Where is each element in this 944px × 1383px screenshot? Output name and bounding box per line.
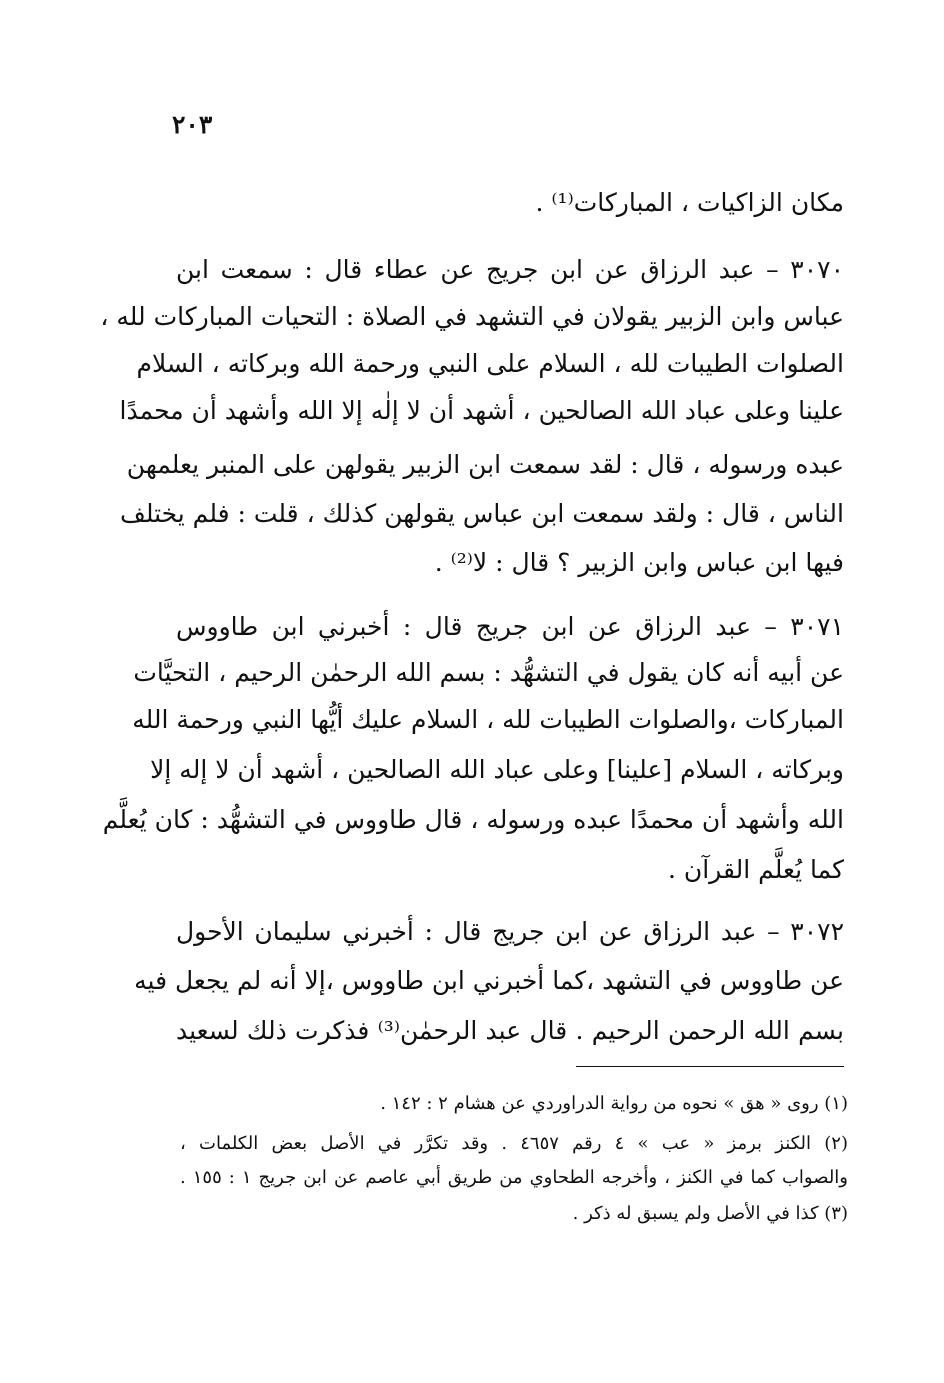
text-line: ٣٠٧٠ – عبد الرزاق عن ابن جريج عن عطاء قال : سمعت ابن bbox=[176, 255, 844, 284]
text-line: كما يُعلَّم القرآن . bbox=[667, 855, 844, 884]
text-line: فيها ابن عباس وابن الزبير ؟ قال : لا⁽²⁾ . bbox=[434, 548, 844, 577]
page-number: ٢٠٣ bbox=[172, 110, 213, 139]
text-line: المباركات ،والصلوات الطيبات لله ، السلام عليك أيُّها النبي ورحمة الله bbox=[132, 705, 844, 734]
text-line: وبركاته ، السلام [علينا] وعلى عباد الله الصالحين ، أشهد أن لا إله إلا bbox=[150, 755, 844, 784]
text-line: عن طاووس في التشهد ،كما أخبرني ابن طاووس ،إلا أنه لم يجعل فيه bbox=[134, 966, 844, 995]
text-line: الناس ، قال : ولقد سمعت ابن عباس يقولهن كذلك ، قلت : فلم يختلف bbox=[119, 499, 844, 528]
text-line: الصلوات الطيبات لله ، السلام على النبي ورحمة الله وبركاته ، السلام bbox=[136, 349, 844, 378]
text-line: الله وأشهد أن محمدًا عبده ورسوله ، قال طاووس في التشهُّد : كان يُعلَّم bbox=[102, 805, 844, 834]
text-line: مكان الزاكيات ، المباركات⁽¹⁾ . bbox=[535, 188, 844, 217]
text-line: عبده ورسوله ، قال : لقد سمعت ابن الزبير يقولهن على المنبر يعلمهن bbox=[126, 450, 844, 479]
text-line: عباس وابن الزبير يقولان في التشهد في الصلاة : التحيات المباركات لله ، bbox=[100, 302, 844, 331]
footnote-line: (١) روى « هق » نحوه من رواية الدراوردي عن هشام ٢ : ١٤٢ . bbox=[380, 1093, 848, 1114]
text-line: علينا وعلى عباد الله الصالحين ، أشهد أن لا إلٰه إلا الله وأشهد أن محمدًا bbox=[119, 396, 844, 425]
footnote-divider bbox=[576, 1066, 844, 1067]
footnote-line: (٢) الكنز برمز « عب » ٤ رقم ٤٦٥٧ . وقد تكرَّر في الأصل بعض الكلمات ، bbox=[180, 1133, 848, 1154]
footnote-line: (٣) كذا في الأصل ولم يسبق له ذكر . bbox=[572, 1203, 848, 1224]
text-line: بسم الله الرحمن الرحيم . قال عبد الرحمٰن⁽³⁾ فذكرت ذلك لسعيد bbox=[176, 1016, 844, 1045]
text-line: عن أبيه أنه كان يقول في التشهُّد : بسم الله الرحمٰن الرحيم ، التحيَّات bbox=[133, 658, 844, 687]
text-line: ٣٠٧٢ – عبد الرزاق عن ابن جريج قال : أخبرني سليمان الأحول bbox=[176, 917, 844, 946]
footnote-line: والصواب كما في الكنز ، وأخرجه الطحاوي من طريق أبي عاصم عن ابن جريج ١ : ١٥٥ . bbox=[180, 1167, 848, 1188]
text-line: ٣٠٧١ – عبد الرزاق عن ابن جريج قال : أخبرني ابن طاووس bbox=[176, 612, 844, 641]
